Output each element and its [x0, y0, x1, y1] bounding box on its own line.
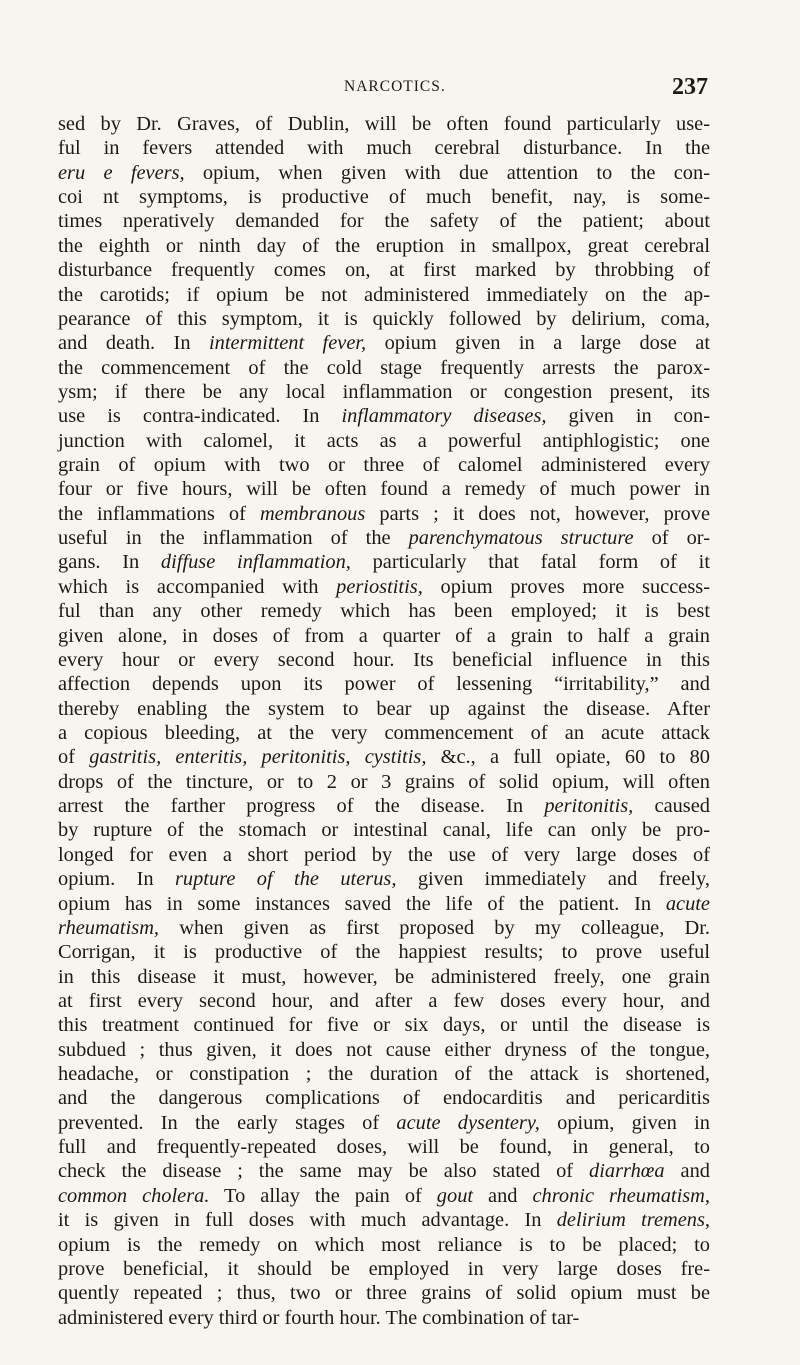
text-run: thereby enabling the system to bear up against the disease. After	[58, 697, 710, 720]
text-line	[58, 867, 710, 891]
text-line	[58, 1013, 710, 1037]
text-run: when given as first proposed by my colleague, Dr.	[159, 916, 710, 939]
italic-term: diarrhœa	[589, 1160, 665, 1183]
text-line	[58, 526, 710, 550]
text-run: times nperatively demanded for the safety of the patient; about	[58, 210, 710, 233]
italic-term: peritonitis,	[544, 795, 634, 818]
text-run: administered every third or fourth hour. The combination of tar-	[58, 1306, 580, 1329]
italic-term: chronic rheumatism,	[532, 1184, 710, 1207]
text-line	[58, 916, 710, 940]
italic-term: gastritis, enteritis, peritonitis, cystitis,	[89, 746, 427, 769]
text-run: disturbance frequently comes on, at first marked by throbbing of	[58, 259, 710, 282]
text-line	[58, 818, 710, 842]
text-run: the commencement of the cold stage frequently arrests the parox-	[58, 356, 710, 379]
text-run: of	[58, 746, 90, 769]
text-line	[58, 283, 710, 307]
text-line	[58, 1111, 710, 1135]
text-line	[58, 331, 710, 355]
text-run: opium proves more success-	[422, 575, 710, 598]
italic-term: periostitis,	[336, 575, 423, 598]
italic-term: gout	[436, 1184, 474, 1207]
italic-term: rheumatism,	[58, 916, 160, 939]
text-run: four or five hours, will be often found a remedy of much power in	[58, 478, 710, 501]
text-line	[58, 209, 710, 233]
italic-term: e fevers,	[103, 161, 185, 184]
text-line	[58, 1086, 710, 1110]
text-line	[58, 770, 710, 794]
text-run: given alone, in doses of from a quarter of a grain to half a grain	[58, 624, 710, 647]
text-run: coi nt symptoms, is productive of much benefit, nay, is some-	[58, 186, 710, 209]
italic-term: intermittent fever,	[208, 332, 367, 355]
text-run: and the dangerous complications of endocarditis and pericarditis	[58, 1087, 710, 1110]
text-run: opium. In	[58, 868, 175, 891]
text-line	[58, 1062, 710, 1086]
text-line	[58, 1257, 710, 1281]
text-line	[58, 307, 710, 331]
text-line	[58, 965, 710, 989]
text-line	[58, 161, 710, 185]
text-run: opium is the remedy on which most reliance is to be placed; to	[58, 1233, 710, 1256]
text-run: grain of opium with two or three of calomel administered every	[58, 454, 710, 477]
text-line	[58, 477, 710, 501]
text-line	[58, 1208, 710, 1232]
text-run: &c., a full opiate, 60 to 80	[426, 746, 710, 769]
text-run: at first every second hour, and after a few doses every hour, and	[58, 989, 710, 1012]
text-run: and	[473, 1184, 533, 1207]
text-line	[58, 453, 710, 477]
text-run: affection depends upon its power of lessening “irritability,” and	[58, 673, 710, 696]
text-run: subdued ; thus given, it does not cause either dryness of the tongue,	[58, 1038, 710, 1061]
text-run: every hour or every second hour. Its beneficial influence in this	[58, 648, 710, 671]
running-title: NARCOTICS.	[344, 78, 446, 95]
running-head	[0, 74, 800, 104]
text-line	[58, 356, 710, 380]
text-run: full and frequently-repeated doses, will be found, in general, to	[58, 1136, 710, 1159]
text-run: given immediately and freely,	[396, 868, 710, 891]
text-run: prevented. In the early stages of	[58, 1111, 397, 1134]
text-run: ful than any other remedy which has been employed; it is best	[58, 600, 710, 623]
text-run: To allay the pain of	[209, 1184, 437, 1207]
text-run: given in con-	[546, 405, 710, 428]
text-line	[58, 1281, 710, 1305]
body-text	[58, 112, 710, 1330]
text-line	[58, 672, 710, 696]
text-run: opium, given in	[539, 1111, 710, 1134]
text-line	[58, 380, 710, 404]
text-run: pearance of this symptom, it is quickly followed by delirium, coma,	[58, 307, 710, 330]
text-run: longed for even a short period by the use of very large doses of	[58, 843, 710, 866]
text-line	[58, 1038, 710, 1062]
text-line	[58, 185, 710, 209]
text-line	[58, 940, 710, 964]
text-run: and death. In	[58, 332, 209, 355]
text-run: it is given in full doses with much advantage. In	[58, 1209, 557, 1232]
text-run: in this disease it must, however, be administered freely, one grain	[58, 965, 710, 988]
text-run: gans. In	[58, 551, 161, 574]
text-line	[58, 429, 710, 453]
text-run: by rupture of the stomach or intestinal canal, life can only be pro-	[58, 819, 710, 842]
text-run: the eighth or ninth day of the eruption in smallpox, great cerebral	[58, 234, 710, 257]
text-run: Corrigan, it is productive of the happiest results; to prove useful	[58, 941, 710, 964]
page-number: 237	[672, 74, 708, 100]
text-line	[58, 1159, 710, 1183]
text-run: of or-	[633, 527, 710, 550]
text-line	[58, 502, 710, 526]
italic-term: acute	[665, 892, 710, 915]
text-line	[58, 721, 710, 745]
text-line	[58, 624, 710, 648]
text-run: the inflammations of	[58, 502, 260, 525]
text-run: opium given in a large dose at	[366, 332, 710, 355]
text-line	[58, 648, 710, 672]
text-run: opium, when given with due attention to the con-	[184, 161, 710, 184]
text-line	[58, 234, 710, 258]
text-run: ysm; if there be any local inflammation or congestion present, its	[58, 380, 710, 403]
text-line	[58, 1184, 710, 1208]
text-run: quently repeated ; thus, two or three grains of solid opium must be	[58, 1282, 710, 1305]
text-line	[58, 794, 710, 818]
text-run: opium has in some instances saved the life of the patient. In	[58, 892, 666, 915]
text-run: check the disease ; the same may be also stated of	[58, 1160, 590, 1183]
text-run: a copious bleeding, at the very commencement of an acute attack	[58, 721, 710, 744]
text-run: junction with calomel, it acts as a powerful antiphlogistic; one	[58, 429, 710, 452]
italic-term: delirium tremens,	[556, 1209, 711, 1232]
text-line	[58, 112, 710, 136]
text-line	[58, 843, 710, 867]
text-run: useful in the inflammation of the	[58, 527, 409, 550]
italic-term: acute dysentery,	[396, 1111, 540, 1134]
text-line	[58, 697, 710, 721]
text-line	[58, 1233, 710, 1257]
text-run: caused	[633, 795, 710, 818]
text-line	[58, 575, 710, 599]
text-run: parts ; it does not, however, prove	[365, 502, 710, 525]
text-run: headache, or constipation ; the duration of the attack is shortened,	[58, 1063, 710, 1086]
text-run: particularly that fatal form of it	[350, 551, 710, 574]
text-run: which is accompanied with	[58, 575, 337, 598]
text-run: ful in fevers attended with much cerebral disturbance. In the	[58, 137, 710, 160]
text-run: and	[664, 1160, 710, 1183]
text-line	[58, 404, 710, 428]
text-line	[58, 599, 710, 623]
italic-term: parenchymatous structure	[408, 527, 634, 550]
text-run: this treatment continued for five or six days, or until the disease is	[58, 1014, 710, 1037]
text-line	[58, 136, 710, 160]
italic-term: diffuse inflammation,	[160, 551, 351, 574]
text-run: arrest the farther progress of the disease. In	[58, 795, 545, 818]
text-run	[85, 162, 103, 184]
text-line	[58, 258, 710, 282]
text-run: drops of the tincture, or to 2 or 3 grains of solid opium, will often	[58, 770, 710, 793]
text-line	[58, 989, 710, 1013]
text-line	[58, 745, 710, 769]
italic-term: eru	[58, 161, 86, 184]
text-run: the carotids; if opium be not administered immediately on the ap-	[58, 283, 710, 306]
text-line	[58, 892, 710, 916]
text-run: use is contra-indicated. In	[58, 405, 342, 428]
italic-term: inflammatory diseases,	[341, 405, 547, 428]
italic-term: membranous	[259, 502, 366, 525]
italic-term: common cholera.	[58, 1184, 210, 1207]
text-line	[58, 550, 710, 574]
text-run: sed by Dr. Graves, of Dublin, will be often found particularly use-	[58, 113, 710, 135]
text-run: prove beneficial, it should be employed in very large doses fre-	[58, 1257, 710, 1280]
italic-term: rupture of the uterus,	[174, 868, 397, 891]
text-line	[58, 1135, 710, 1159]
text-line	[58, 1306, 710, 1330]
